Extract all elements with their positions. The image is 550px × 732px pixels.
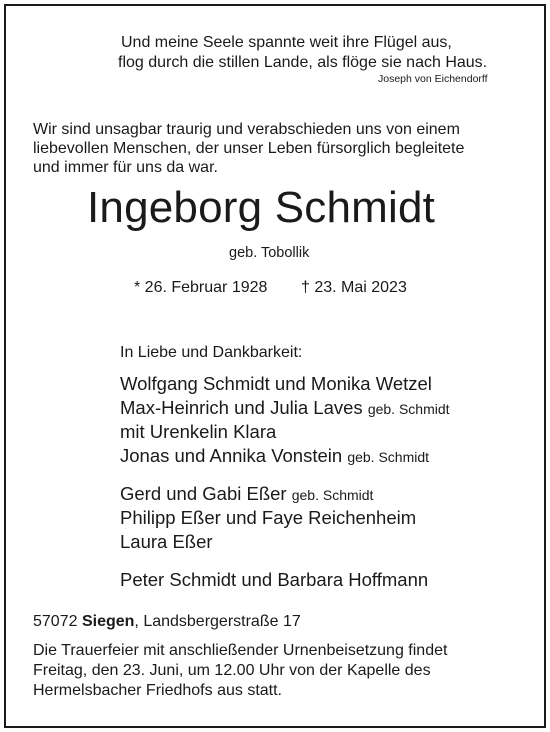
mourner-line: [120, 530, 213, 554]
address-city: Siegen: [81, 613, 135, 630]
intro-line-2: liebevollen Menschen, der unser Leben fürsorglich begleitete: [33, 140, 465, 157]
mourner-name: Wolfgang Schmidt und Monika Wetzel: [120, 373, 432, 394]
mourners-heading: In Liebe und Dankbarkeit:: [120, 344, 303, 361]
address-line: [33, 613, 301, 631]
mourner-name: Jonas und Annika Vonstein: [120, 445, 343, 466]
funeral-line-2: Freitag, den 23. Juni, um 12.00 Uhr von der Kapelle des: [33, 662, 431, 679]
poem-line-1: Und meine Seele spannte weit ihre Flügel aus,: [121, 34, 452, 51]
funeral-line-3: Hermelsbacher Friedhofs aus statt.: [33, 682, 282, 699]
intro-line-1: Wir sind unsagbar traurig und verabschieden uns von einem: [33, 121, 460, 138]
mourner-line: [120, 372, 432, 396]
mourner-line: [120, 482, 373, 507]
mourner-line: [120, 396, 450, 421]
mourner-name: Max-Heinrich und Julia Laves: [120, 397, 363, 418]
mourner-name: Laura Eßer: [120, 531, 213, 552]
mourner-line: [120, 444, 429, 469]
address-street: , Landsbergerstraße 17: [134, 613, 301, 630]
mourner-line: [120, 420, 276, 444]
mourner-name: mit Urenkelin Klara: [120, 421, 277, 442]
birth-date: * 26. Februar 1928: [134, 279, 268, 296]
funeral-line-1: Die Trauerfeier mit anschließender Urnenbeisetzung findet: [33, 642, 448, 659]
mourner-name: Peter Schmidt und Barbara Hoffmann: [120, 569, 429, 590]
mourner-note: geb. Schmidt: [367, 401, 450, 417]
mourner-line: [120, 506, 416, 530]
death-date: † 23. Mai 2023: [301, 279, 407, 296]
mourner-name: Philipp Eßer und Faye Reichenheim: [120, 507, 417, 528]
poem-author: Joseph von Eichendorff: [378, 73, 488, 85]
mourner-line: [120, 568, 428, 592]
intro-line-3: und immer für uns da war.: [33, 159, 218, 176]
mourner-note: geb. Schmidt: [347, 449, 430, 465]
deceased-name: Ingeborg Schmidt: [87, 183, 436, 232]
poem-line-2: flog durch die stillen Lande, als flöge sie nach Haus.: [118, 54, 488, 71]
address-zip: 57072: [33, 613, 78, 630]
mourner-note: geb. Schmidt: [291, 487, 374, 503]
mourner-name: Gerd und Gabi Eßer: [120, 483, 287, 504]
birth-name: geb. Tobollik: [229, 245, 310, 261]
